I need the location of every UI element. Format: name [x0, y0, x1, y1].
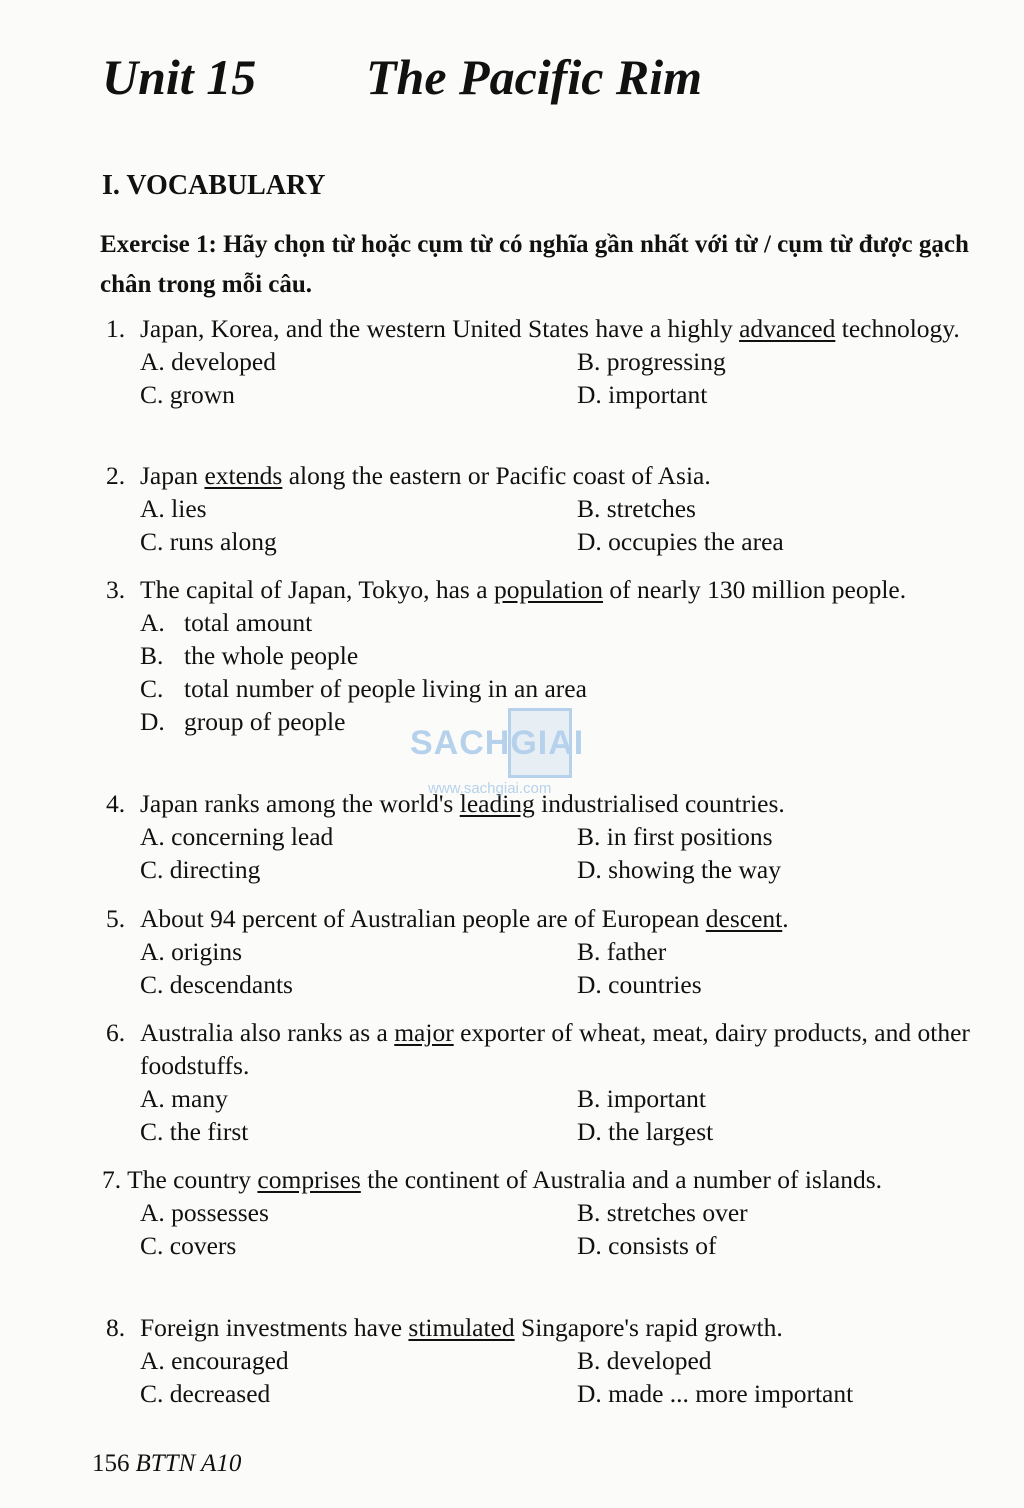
- unit-name: The Pacific Rim: [366, 49, 703, 105]
- option-text: total amount: [184, 608, 313, 637]
- option-d[interactable]: D. important: [577, 380, 708, 409]
- answer-options: [102, 820, 972, 886]
- question-number: 2.: [106, 461, 126, 490]
- option-a[interactable]: A. origins: [140, 937, 242, 966]
- option-c[interactable]: C. the first: [140, 1117, 249, 1146]
- option-letter: A.: [140, 608, 165, 637]
- exercise-label: Exercise 1:: [100, 231, 217, 258]
- option-a[interactable]: A. developed: [140, 347, 276, 376]
- stem-text: Japan ranks among the world's: [140, 789, 460, 818]
- stem-text: The capital of Japan, Tokyo, has a: [140, 575, 494, 604]
- stem-text: the continent of Australia and a number of islands.: [360, 1165, 883, 1194]
- option-d[interactable]: D. the largest: [577, 1117, 714, 1146]
- section-heading: I. VOCABULARY: [102, 170, 326, 201]
- stem-text: Foreign investments have: [140, 1313, 409, 1342]
- option-a[interactable]: A. possesses: [140, 1198, 269, 1227]
- option-c[interactable]: C. directing: [140, 855, 261, 884]
- question-number: 6.: [106, 1018, 126, 1047]
- stem-text: The country: [127, 1165, 258, 1194]
- option-c[interactable]: C. decreased: [140, 1379, 271, 1408]
- stem-text: Japan: [140, 461, 205, 490]
- question-stem: [102, 312, 972, 345]
- stem-text: of nearly 130 million people.: [603, 575, 907, 604]
- option-d[interactable]: D. countries: [577, 970, 702, 999]
- option-letter: D.: [140, 707, 165, 736]
- option-b[interactable]: B. stretches over: [577, 1198, 748, 1227]
- stem-text: technology.: [835, 314, 960, 343]
- option-d[interactable]: D. showing the way: [577, 855, 781, 884]
- option-c[interactable]: C. runs along: [140, 527, 277, 556]
- underlined-word: major: [394, 1018, 454, 1047]
- unit-title: [102, 48, 703, 106]
- question-3: [102, 573, 972, 738]
- option-d[interactable]: [140, 705, 972, 738]
- answer-options: [102, 1082, 972, 1148]
- stem-text: .: [782, 904, 789, 933]
- question-stem: [102, 1163, 972, 1196]
- question-2: [102, 459, 972, 558]
- answer-options: [102, 1196, 972, 1262]
- question-number: 7.: [102, 1165, 122, 1194]
- underlined-word: stimulated: [408, 1313, 515, 1342]
- question-number: 1.: [106, 314, 126, 343]
- question-stem: [102, 1311, 972, 1344]
- question-1: [102, 312, 972, 411]
- underlined-word: advanced: [739, 314, 836, 343]
- option-d[interactable]: D. consists of: [577, 1231, 717, 1260]
- option-a[interactable]: A. many: [140, 1084, 228, 1113]
- answer-options: [102, 1344, 972, 1410]
- exercise-instruction-text: Hãy chọn từ hoặc cụm từ có nghĩa gần nhất với từ / cụm từ được gạch chân trong mỗi câu.: [100, 231, 969, 298]
- stem-text: Australia also ranks as a: [140, 1018, 395, 1047]
- question-stem: [102, 787, 972, 820]
- stem-text: industrialised countries.: [534, 789, 785, 818]
- option-b[interactable]: B. in first positions: [577, 822, 773, 851]
- stem-text: About 94 percent of Australian people are of European: [140, 904, 706, 933]
- option-c[interactable]: C. descendants: [140, 970, 293, 999]
- question-7: [102, 1163, 972, 1262]
- underlined-word: leading: [459, 789, 535, 818]
- question-number: 3.: [106, 575, 126, 604]
- option-a[interactable]: A. concerning lead: [140, 822, 334, 851]
- underlined-word: comprises: [257, 1165, 361, 1194]
- page-number: 156: [92, 1450, 130, 1477]
- option-text: the whole people: [184, 641, 359, 670]
- option-d[interactable]: D. made ... more important: [577, 1379, 854, 1408]
- option-b[interactable]: B. important: [577, 1084, 706, 1113]
- underlined-word: population: [493, 575, 604, 604]
- page-footer: [92, 1450, 241, 1478]
- book-code: BTTN A10: [135, 1450, 242, 1477]
- answer-options: [102, 492, 972, 558]
- watermark-brand: SACHGIAI: [410, 724, 585, 762]
- question-8: [102, 1311, 972, 1410]
- option-text: total number of people living in an area: [184, 674, 587, 703]
- question-4: [102, 787, 972, 886]
- option-b[interactable]: B. progressing: [577, 347, 726, 376]
- option-a[interactable]: A. lies: [140, 494, 207, 523]
- watermark-url: www.sachgiai.com: [428, 780, 552, 797]
- exercise-instructions: [100, 225, 980, 305]
- option-text: group of people: [184, 707, 346, 736]
- option-letter: B.: [140, 641, 164, 670]
- question-stem: [102, 459, 972, 492]
- option-a[interactable]: A. encouraged: [140, 1346, 289, 1375]
- underlined-word: extends: [204, 461, 283, 490]
- answer-options: [102, 345, 972, 411]
- option-b[interactable]: B. stretches: [577, 494, 696, 523]
- question-stem: [102, 1016, 972, 1082]
- question-number: 5.: [106, 904, 126, 933]
- option-c[interactable]: [140, 672, 972, 705]
- option-a[interactable]: [140, 606, 972, 639]
- question-number: 8.: [106, 1313, 126, 1342]
- option-b[interactable]: B. father: [577, 937, 667, 966]
- option-letter: C.: [140, 674, 164, 703]
- answer-options: [102, 606, 972, 738]
- question-stem: [102, 902, 972, 935]
- option-c[interactable]: C. covers: [140, 1231, 237, 1260]
- answer-options: [102, 935, 972, 1001]
- stem-text: exporter of wheat, meat, dairy products, and other foodstuffs.: [140, 1018, 970, 1080]
- question-number: 4.: [106, 789, 126, 818]
- stem-text: Japan, Korea, and the western United States have a highly: [140, 314, 740, 343]
- option-b[interactable]: B. developed: [577, 1346, 712, 1375]
- stem-text: Singapore's rapid growth.: [514, 1313, 783, 1342]
- underlined-word: descent: [705, 904, 783, 933]
- option-c[interactable]: C. grown: [140, 380, 235, 409]
- question-stem: [102, 573, 972, 606]
- question-5: [102, 902, 972, 1001]
- unit-label: Unit 15: [102, 49, 257, 105]
- option-b[interactable]: [140, 639, 972, 672]
- option-d[interactable]: D. occupies the area: [577, 527, 784, 556]
- question-6: [102, 1016, 972, 1148]
- stem-text: along the eastern or Pacific coast of Asia.: [282, 461, 711, 490]
